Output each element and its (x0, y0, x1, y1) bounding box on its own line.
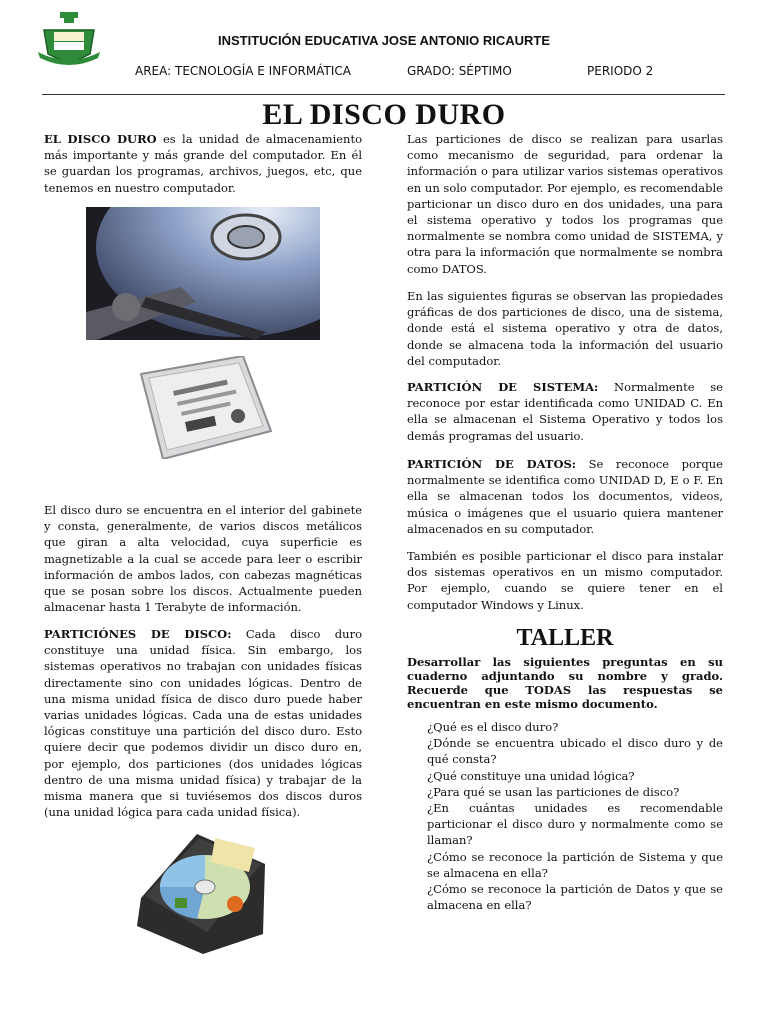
system-partition-text: Normalmente se reconoce por estar identificada como UNIDAD C. En ella se almacenan el Sistema Operativo y todos los demás programas del usuario. (407, 380, 723, 443)
question-item: ¿Qué constituye una unidad lógica? (427, 768, 635, 783)
data-partition-text: Se reconoce porque normalmente se identifica como UNIDAD D, E o F. En ella se almacenan todos los documentos, videos, música o imágenes que el usuario quiera mantener almacenados en su computador. (407, 457, 723, 536)
partitions-bold: PARTICIÓNES DE DISCO: (44, 627, 232, 641)
partitioned-disk-illustration (137, 832, 269, 954)
figures-paragraph: En las siguientes figuras se observan las propiedades gráficas de dos particiones de disco, una de sistema, donde está el sistema operativo y otra de datos, donde se almacena toda la información del usuario del computador. (407, 289, 723, 368)
partitions-paragraph (44, 626, 362, 820)
taller-title: TALLER (516, 625, 614, 651)
system-partition-paragraph (407, 379, 723, 444)
partitions-purpose-paragraph: Las particiones de disco se realizan para usarlas como mecanismo de seguridad, para ordenar la información o para utilizar varios sistemas operativos en un solo computador. Por ejemplo, es recomendable particionar un disco duro en dos unidades, una para el sistema operativo y todos los programas que normalmente se nombra como unidad de SISTEMA, y otra para la información que normalmente se nombra como DATOS. (407, 132, 723, 276)
laptop-hard-drive-photo (133, 356, 273, 459)
data-partition-paragraph (407, 456, 723, 537)
taller-instructions: Desarrollar las siguientes preguntas en su cuaderno adjuntando su nombre y grado. Recuerde que TODAS las respuestas se encuentran en este mismo documento. (407, 655, 723, 711)
question-item: ¿Cómo se reconoce la partición de Datos y que se almacena en ella? (427, 882, 723, 913)
period-label: PERIODO 2 (587, 64, 654, 78)
question-item: ¿Qué es el disco duro? (427, 720, 559, 734)
intro-text: es la unidad de almacenamiento más importante y más grande del computador. En él se guardan los programas, archivos, juegos, etc, que tenemos en nuestro computador. (44, 132, 363, 195)
institution-name: INSTITUCIÓN EDUCATIVA JOSE ANTONIO RICAURTE (218, 33, 550, 48)
hard-drive-platter-photo (86, 207, 320, 340)
header-divider (42, 94, 725, 95)
intro-paragraph (44, 131, 362, 196)
question-item: ¿Para qué se usan las particiones de disco? (427, 784, 680, 799)
intro-bold: EL DISCO DURO (44, 132, 157, 146)
grade-label: GRADO: SÉPTIMO (407, 64, 512, 78)
data-partition-bold: PARTICIÓN DE DATOS: (407, 457, 577, 471)
question-item: ¿Cómo se reconoce la partición de Sistema y que se almacena en ella? (427, 849, 723, 880)
dual-os-paragraph: También es posible particionar el disco para instalar dos sistemas operativos en un mismo computador. Por ejemplo, cuando se quiere tener en el computador Windows y Linux. (407, 549, 723, 612)
question-item: ¿En cuántas unidades es recomendable particionar el disco duro y normalmente como se llaman? (427, 801, 723, 848)
system-partition-bold: PARTICIÓN DE SISTEMA: (407, 380, 599, 394)
gabinete-paragraph: El disco duro se encuentra en el interior del gabinete y consta, generalmente, de varios discos metálicos que giran a alta velocidad, cuya superficie es magnetizable a la cual se accede para leer o escribir información de ambos lados, con cabezas magnéticas que se posan sobre los discos. Actualmente pueden almacenar hasta 1 Terabyte de información. (44, 503, 362, 615)
area-label: AREA: TECNOLOGÍA E INFORMÁTICA (135, 64, 351, 78)
page-title: EL DISCO DURO (262, 98, 506, 131)
question-item: ¿Dónde se encuentra ubicado el disco duro y de qué consta? (427, 736, 723, 767)
taller-questions (427, 719, 723, 913)
partitions-text: Cada disco duro constituye una unidad física. Sin embargo, los sistemas operativos no trabajan con unidades físicas directamente sino con unidades lógicas. Dentro de una misma unidad física de disco duro puede haber varias unidades lógicas. Cada una de estas unidades lógicas constituye una partición del disco duro. Esto quiere decir que podemos dividir un disco duro en, por ejemplo, dos particiones (dos unidades lógicas dentro de una misma unidad física) y trabajar de la misma manera que si tuviésemos dos discos duros (una unidad lógica para cada unidad física). (44, 627, 362, 820)
